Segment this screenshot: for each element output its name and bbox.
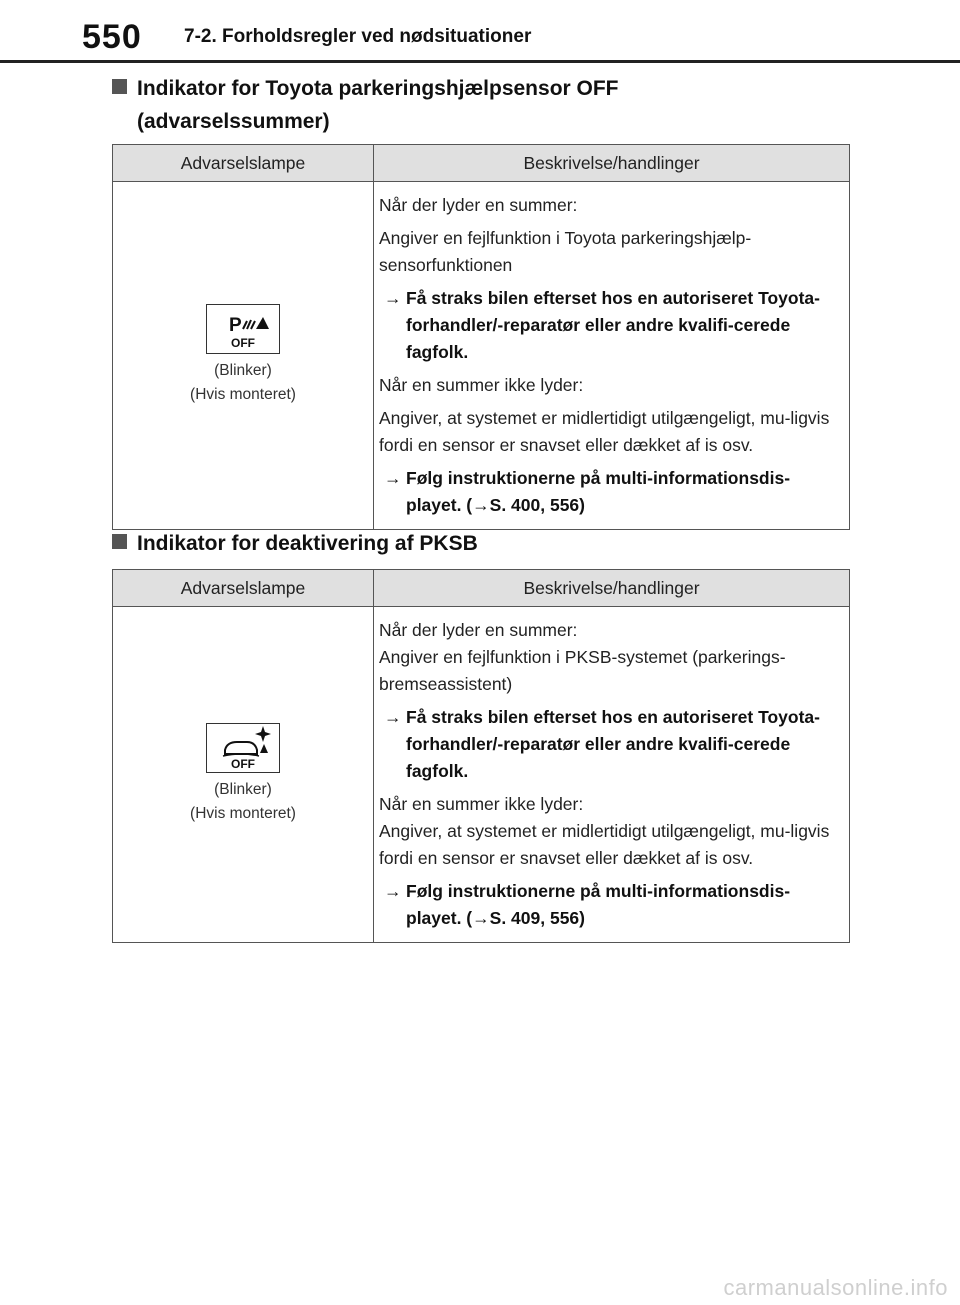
- case-no-buzzer-action: → Følg instruktionerne på multi-informationsdis-playet. (→S. 400, 556): [379, 465, 843, 519]
- lamp-note-blinking: (Blinker): [214, 362, 272, 379]
- square-bullet-icon: [112, 534, 127, 549]
- warning-table-pksb: [112, 569, 850, 943]
- case-buzzer-description: Angiver en fejlfunktion i PKSB-systemet (parkerings-bremseassistent): [379, 647, 786, 694]
- column-header-lamp: Advarselslampe: [113, 145, 374, 182]
- svg-text:P: P: [229, 315, 242, 336]
- lamp-icon-text: OFF: [231, 336, 255, 350]
- case-buzzer-title: Når der lyder en summer:: [379, 195, 578, 215]
- lamp-icon-text: OFF: [231, 757, 255, 771]
- column-header-lamp: Advarselslampe: [113, 570, 374, 607]
- lamp-note-if-equipped: (Hvis monteret): [190, 805, 296, 822]
- table-row: [113, 182, 850, 530]
- lamp-cell: [113, 182, 374, 530]
- case-buzzer-title: Når der lyder en summer:: [379, 620, 578, 640]
- lamp-note-if-equipped: (Hvis monteret): [190, 386, 296, 403]
- arrow-icon: →: [472, 908, 490, 928]
- description-cell: [374, 182, 850, 530]
- case-buzzer-description: Angiver en fejlfunktion i Toyota parkeringshjælp-sensorfunktionen: [379, 228, 752, 275]
- header-rule: [0, 60, 960, 63]
- page-number: 550: [82, 18, 142, 56]
- section-heading-parking-sensor: [112, 72, 852, 138]
- parking-sensor-off-graphic: [207, 305, 279, 353]
- section-heading-line1: Indikator for Toyota parkeringshjælpsensor OFF: [137, 77, 619, 100]
- case-buzzer-action: → Få straks bilen efterset hos en autoriseret Toyota-forhandler/-reparatør eller andre kvalifi-cerede fagfolk.: [379, 285, 843, 366]
- case-no-buzzer-description: Angiver, at systemet er midlertidigt utilgængeligt, mu-ligvis fordi en sensor er snavset eller dækket af is osv.: [379, 821, 830, 868]
- section-heading-line1: Indikator for deaktivering af PKSB: [137, 532, 478, 555]
- case-buzzer-action: → Få straks bilen efterset hos en autoriseret Toyota-forhandler/-reparatør eller andre kvalifi-cerede fagfolk.: [379, 704, 843, 785]
- section-heading-line2: (advarselssummer): [137, 110, 330, 133]
- page-reference: S. 409, 556): [489, 908, 585, 928]
- lamp-cell: [113, 607, 374, 943]
- chapter-title: 7-2. Forholdsregler ved nødsituationer: [184, 26, 532, 47]
- arrow-icon: →: [384, 707, 402, 727]
- arrow-icon: →: [384, 288, 402, 308]
- page-header: [0, 0, 960, 64]
- table-header-row: [113, 145, 850, 182]
- column-header-description: Beskrivelse/handlinger: [374, 145, 850, 182]
- case-no-buzzer-title: Når en summer ikke lyder:: [379, 794, 584, 814]
- arrow-icon: →: [384, 468, 402, 488]
- description-cell: [374, 607, 850, 943]
- warning-table-parking-sensor: [112, 144, 850, 530]
- pksb-off-icon: [206, 723, 280, 773]
- arrow-icon: →: [384, 881, 402, 901]
- column-header-description: Beskrivelse/handlinger: [374, 570, 850, 607]
- lamp-note-blinking: (Blinker): [214, 781, 272, 798]
- arrow-icon: →: [472, 495, 490, 515]
- section-heading-pksb: [112, 527, 852, 560]
- case-no-buzzer-title: Når en summer ikke lyder:: [379, 375, 584, 395]
- table-header-row: [113, 570, 850, 607]
- pksb-off-graphic: [207, 724, 279, 772]
- case-no-buzzer-action: → Følg instruktionerne på multi-informationsdis-playet. (→S. 409, 556): [379, 878, 843, 932]
- table-row: [113, 607, 850, 943]
- page-reference: S. 400, 556): [489, 495, 585, 515]
- watermark: carmanualsonline.info: [723, 1275, 948, 1300]
- parking-sensor-off-icon: [206, 304, 280, 354]
- case-no-buzzer-description: Angiver, at systemet er midlertidigt utilgængeligt, mu-ligvis fordi en sensor er snavset eller dækket af is osv.: [379, 408, 830, 455]
- square-bullet-icon: [112, 79, 127, 94]
